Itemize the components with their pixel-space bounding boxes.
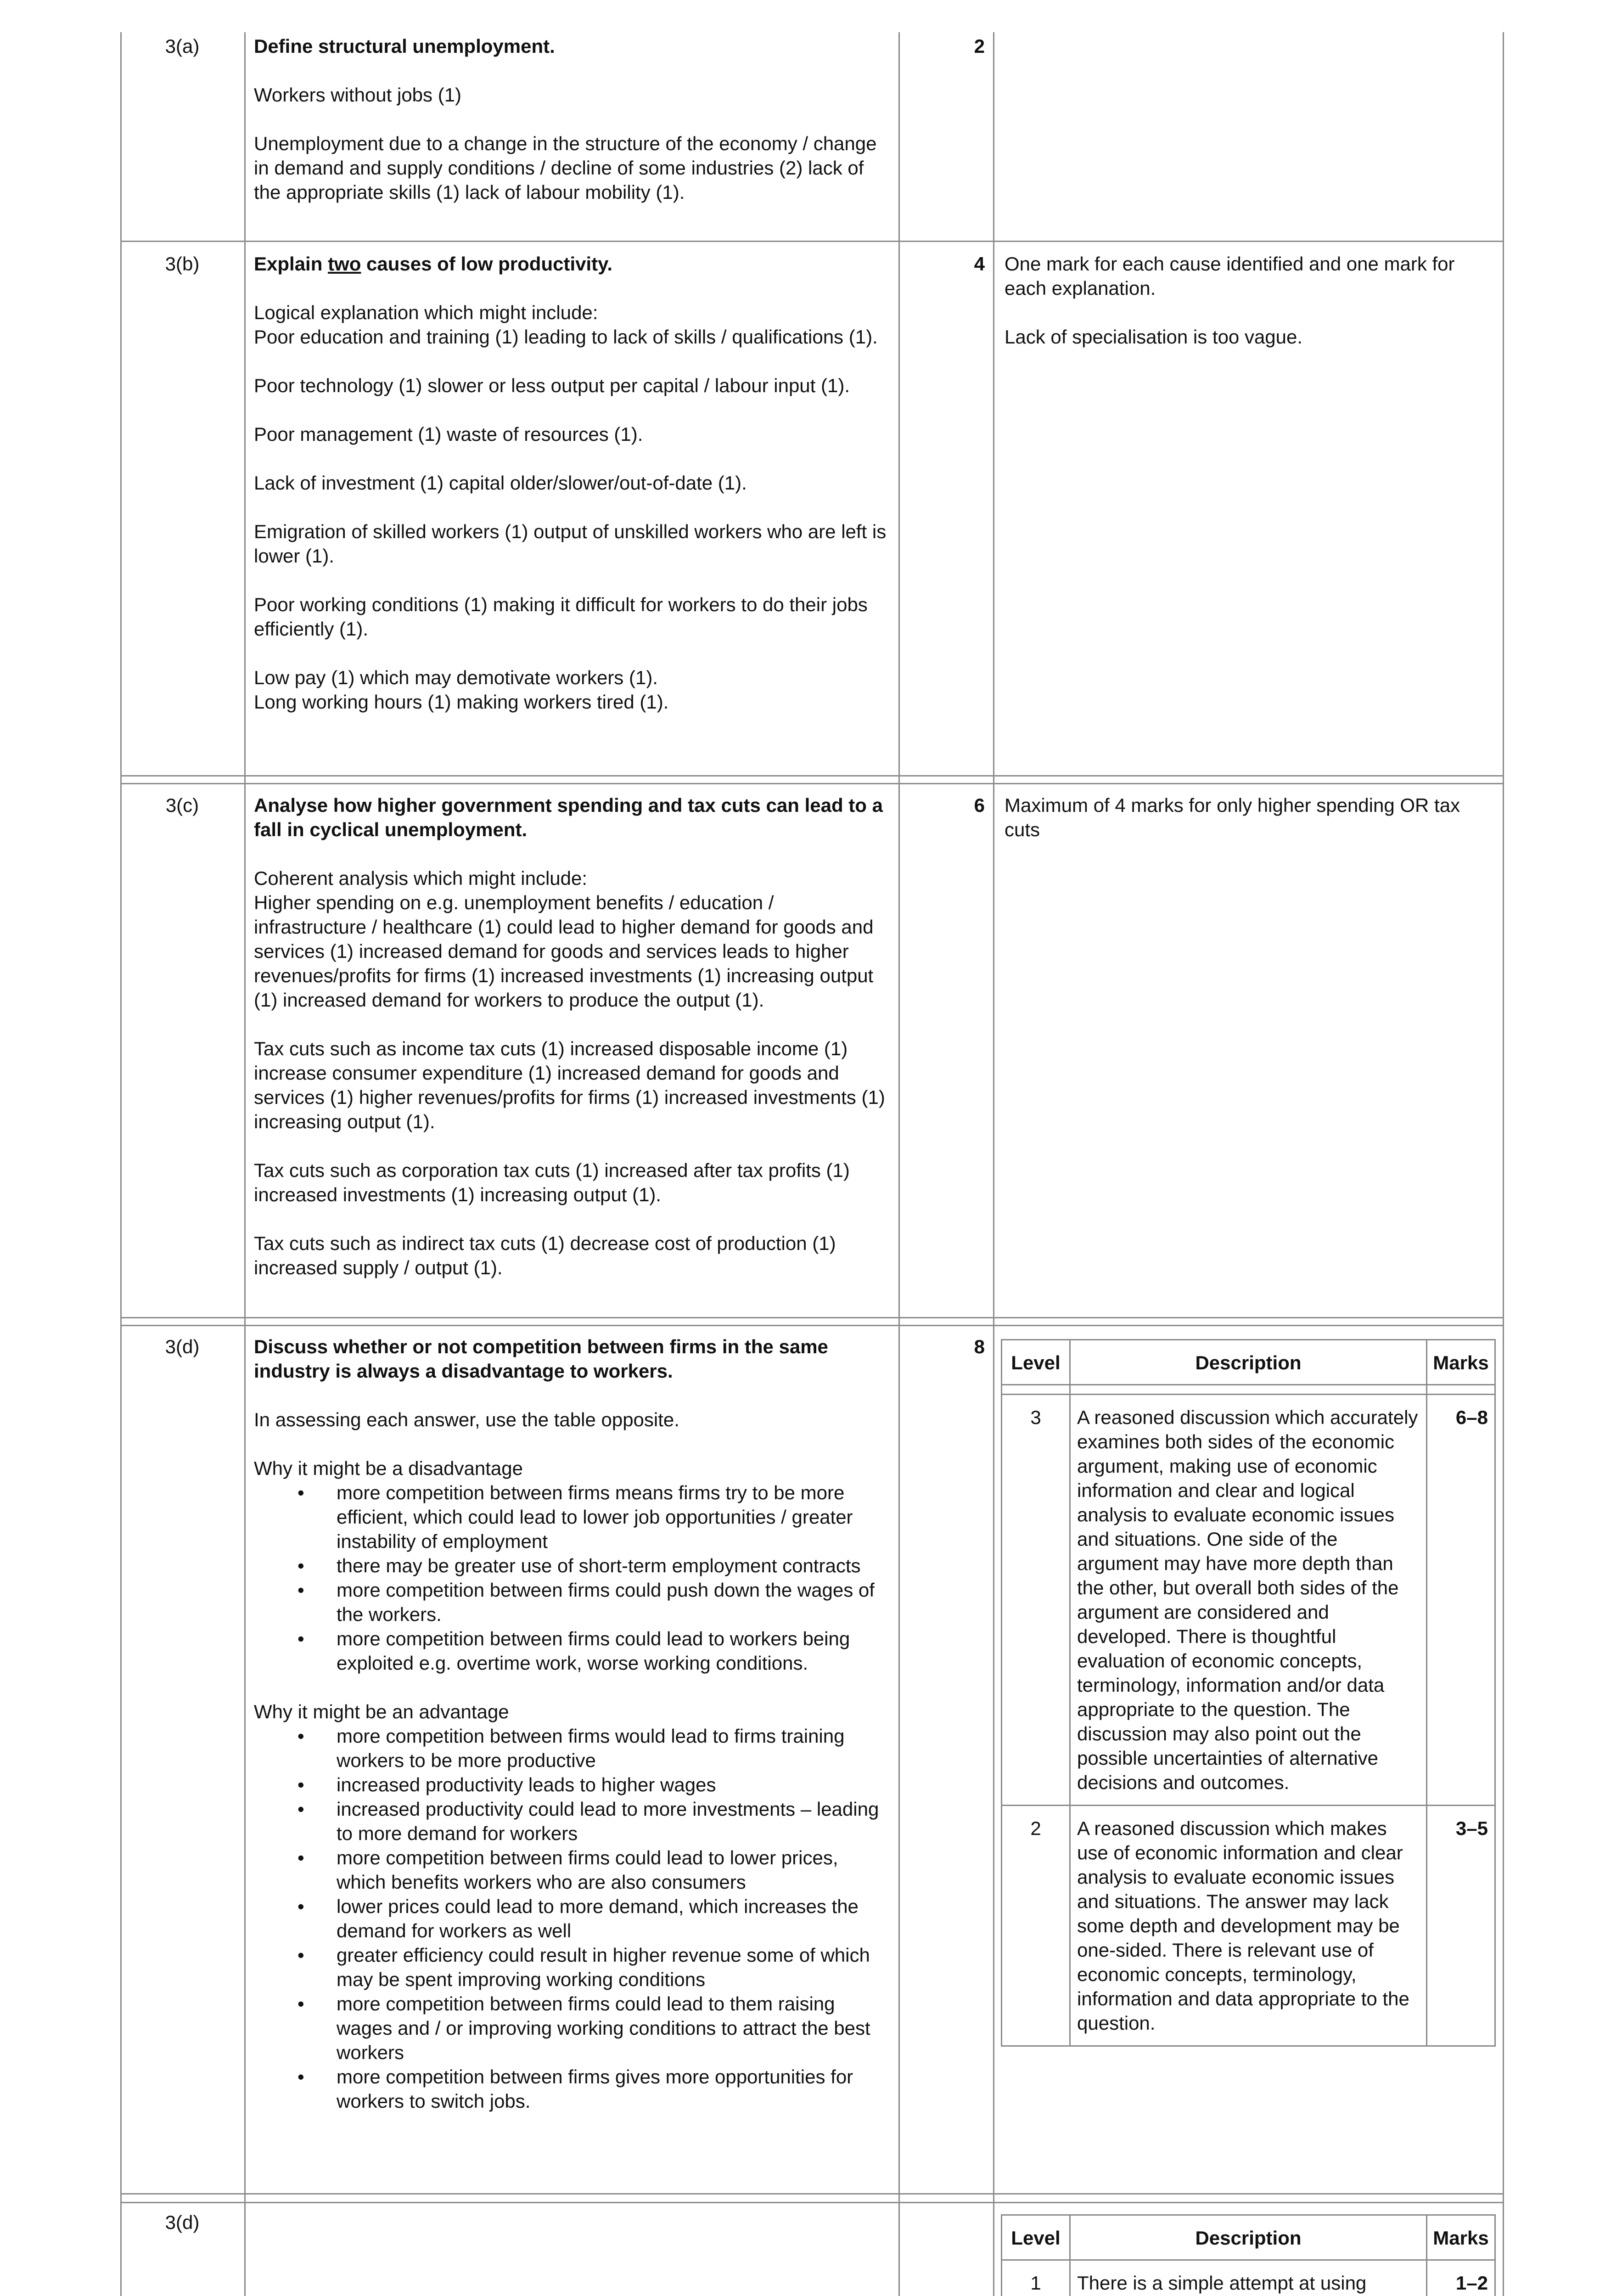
bullet-list	[254, 1724, 887, 2113]
list-item: • more competition between firms means firms try to be more efficient, which could lead to lower job opportunities / greater instability of employment	[254, 1480, 887, 1553]
answer-cell	[254, 1334, 887, 2113]
question-number: 3(b)	[165, 253, 200, 275]
level-cell: 2	[1002, 1806, 1070, 2046]
answer-cell	[254, 34, 887, 204]
answer-paragraph: Tax cuts such as indirect tax cuts (1) decrease cost of production (1) increased supply / output (1).	[254, 1232, 836, 1278]
answer-line: Long working hours (1) making workers tired (1).	[254, 691, 669, 713]
guidance-cell	[1005, 252, 1496, 349]
marks-cell: 3–5	[1427, 1806, 1495, 2046]
list-item: • greater efficiency could result in higher revenue some of which may be spent improving working conditions	[254, 1943, 887, 1992]
guidance-text: Maximum of 4 marks for only higher spending OR tax cuts	[1005, 794, 1460, 840]
table-spacer	[1002, 1385, 1495, 1395]
level-descriptor-table	[1001, 1339, 1496, 2047]
table-header-row	[1002, 2215, 1495, 2260]
list-item: • more competition between firms would lead to firms training workers to be more productive	[254, 1724, 887, 1773]
column-header-description: Description	[1070, 2215, 1427, 2260]
list-item: • more competition between firms could push down the wages of the workers.	[254, 1578, 887, 1626]
question-number: 3(c)	[165, 794, 199, 816]
list-item: • more competition between firms could lead to workers being exploited e.g. overtime work, worse working conditions.	[254, 1626, 887, 1675]
column-divider	[898, 32, 900, 2296]
answer-paragraph: Poor management (1) waste of resources (1).	[254, 423, 643, 445]
list-item: • more competition between firms could lead to lower prices, which benefits workers who are also consumers	[254, 1846, 887, 1894]
marks-cell: 6–8	[1427, 1395, 1495, 1806]
level-cell: 3	[1002, 1395, 1070, 1806]
question-marks: 2	[974, 35, 985, 57]
column-divider	[993, 32, 994, 2296]
answer-paragraph: Tax cuts such as corporation tax cuts (1) increased after tax profits (1) increased investments (1) increasing output (1).	[254, 1159, 850, 1205]
guidance-text: Lack of specialisation is too vague.	[1005, 326, 1303, 348]
question-marks: 8	[974, 1336, 985, 1357]
answer-paragraph	[254, 665, 887, 714]
question-number: 3(d)	[165, 2212, 200, 2233]
row-divider	[120, 1317, 1504, 1318]
answer-line: Coherent analysis which might include:	[254, 867, 588, 889]
title-underlined-word: two	[328, 253, 361, 275]
row-divider	[120, 2202, 1504, 2203]
answer-cell	[254, 252, 887, 714]
question-title: Analyse how higher government spending and tax cuts can lead to a fall in cyclical unemployment.	[254, 794, 883, 840]
question-number: 3(d)	[165, 1336, 200, 1357]
answer-line: Higher spending on e.g. unemployment benefits / education / infrastructure / healthcare (1) could lead to higher demand for goods and services (1) increased demand for goods and services leads to higher revenues/profits for firms (1) increased investments (1) increasing output (1) increased demand for workers to produce the output (1).	[254, 892, 874, 1011]
answer-paragraph	[254, 866, 887, 1012]
description-cell: There is a simple attempt at using	[1070, 2260, 1427, 2296]
list-item: • there may be greater use of short-term employment contracts	[254, 1553, 887, 1578]
answer-paragraph: Poor working conditions (1) making it difficult for workers to do their jobs efficiently (1).	[254, 594, 868, 640]
marks-cell: 1–2	[1427, 2260, 1495, 2296]
advantages-block	[254, 1699, 887, 2113]
table-left-border	[120, 32, 122, 2296]
row-divider	[120, 2193, 1504, 2195]
title-text: causes of low productivity.	[361, 253, 613, 275]
answer-paragraph: Tax cuts such as income tax cuts (1) increased disposable income (1) increase consumer expenditure (1) increased demand for goods and services (1) higher revenues/profits for firms (1) increased investments (1) increasing output (1).	[254, 1038, 885, 1132]
list-item: • more competition between firms gives more opportunities for workers to switch jobs.	[254, 2065, 887, 2113]
disadvantages-block	[254, 1456, 887, 1675]
guidance-cell	[1005, 793, 1496, 842]
answer-paragraph: Emigration of skilled workers (1) output of unskilled workers who are left is lower (1).	[254, 521, 887, 567]
row-divider	[120, 1325, 1504, 1326]
answer-paragraph	[254, 300, 887, 349]
answer-cell	[254, 793, 887, 1280]
list-item: • increased productivity could lead to more investments – leading to more demand for workers	[254, 1797, 887, 1846]
table-row	[1002, 1806, 1495, 2046]
question-marks: 6	[974, 794, 985, 816]
guidance-text: One mark for each cause identified and one mark for each explanation.	[1005, 253, 1455, 299]
column-header-description: Description	[1070, 1340, 1427, 1385]
column-header-marks: Marks	[1427, 1340, 1495, 1385]
list-item: • lower prices could lead to more demand, which increases the demand for workers as well	[254, 1894, 887, 1943]
answer-instruction: In assessing each answer, use the table opposite.	[254, 1409, 679, 1430]
row-divider	[120, 241, 1504, 242]
table-row	[1002, 1395, 1495, 1806]
column-header-level: Level	[1002, 1340, 1070, 1385]
question-title	[254, 252, 887, 276]
table-row	[1002, 2260, 1495, 2296]
question-number: 3(a)	[165, 35, 200, 57]
row-divider	[120, 783, 1504, 784]
table-header-row	[1002, 1340, 1495, 1385]
section-heading: Why it might be a disadvantage	[254, 1458, 523, 1479]
answer-line: Poor education and training (1) leading to lack of skills / qualifications (1).	[254, 326, 878, 348]
title-text: Explain	[254, 253, 328, 275]
description-cell: A reasoned discussion which makes use of economic information and clear analysis to evaluate economic issues and situations. The answer may lack some depth and development may be one-sided. There is relevant use of economic concepts, terminology, information and data appropriate to the question.	[1070, 1806, 1427, 2046]
question-title: Define structural unemployment.	[254, 35, 555, 57]
answer-line: Logical explanation which might include:	[254, 302, 598, 323]
level-cell: 1	[1002, 2260, 1070, 2296]
column-divider	[244, 32, 246, 2296]
column-header-level: Level	[1002, 2215, 1070, 2260]
answer-line: Low pay (1) which may demotivate workers (1).	[254, 667, 658, 688]
column-header-marks: Marks	[1427, 2215, 1495, 2260]
table-right-border	[1503, 32, 1504, 2296]
answer-paragraph: Lack of investment (1) capital older/slower/out-of-date (1).	[254, 472, 747, 494]
bullet-list	[254, 1480, 887, 1675]
question-marks: 4	[974, 253, 985, 275]
answer-paragraph: Unemployment due to a change in the structure of the economy / change in demand and supply conditions / decline of some industries (2) lack of the appropriate skills (1) lack of labour mobility (1).	[254, 133, 877, 203]
row-divider	[120, 775, 1504, 777]
section-heading: Why it might be an advantage	[254, 1701, 509, 1722]
list-item: • more competition between firms could lead to them raising wages and / or improving working conditions to attract the best workers	[254, 1992, 887, 2065]
list-item: • increased productivity leads to higher wages	[254, 1773, 887, 1797]
answer-paragraph: Workers without jobs (1)	[254, 84, 462, 106]
level-descriptor-table	[1001, 2214, 1496, 2296]
description-cell: A reasoned discussion which accurately examines both sides of the economic argument, making use of economic information and clear and logical analysis to evaluate economic issues and situations. One side of the argument may have more depth than the other, but overall both sides of the argument are considered and developed. There is thoughtful evaluation of economic concepts, terminology, information and/or data appropriate to the question. The discussion may also point out the possible uncertainties of alternative decisions and outcomes.	[1070, 1395, 1427, 1806]
answer-paragraph: Poor technology (1) slower or less output per capital / labour input (1).	[254, 375, 850, 396]
question-title: Discuss whether or not competition between firms in the same industry is always a disadvantage to workers.	[254, 1336, 828, 1382]
